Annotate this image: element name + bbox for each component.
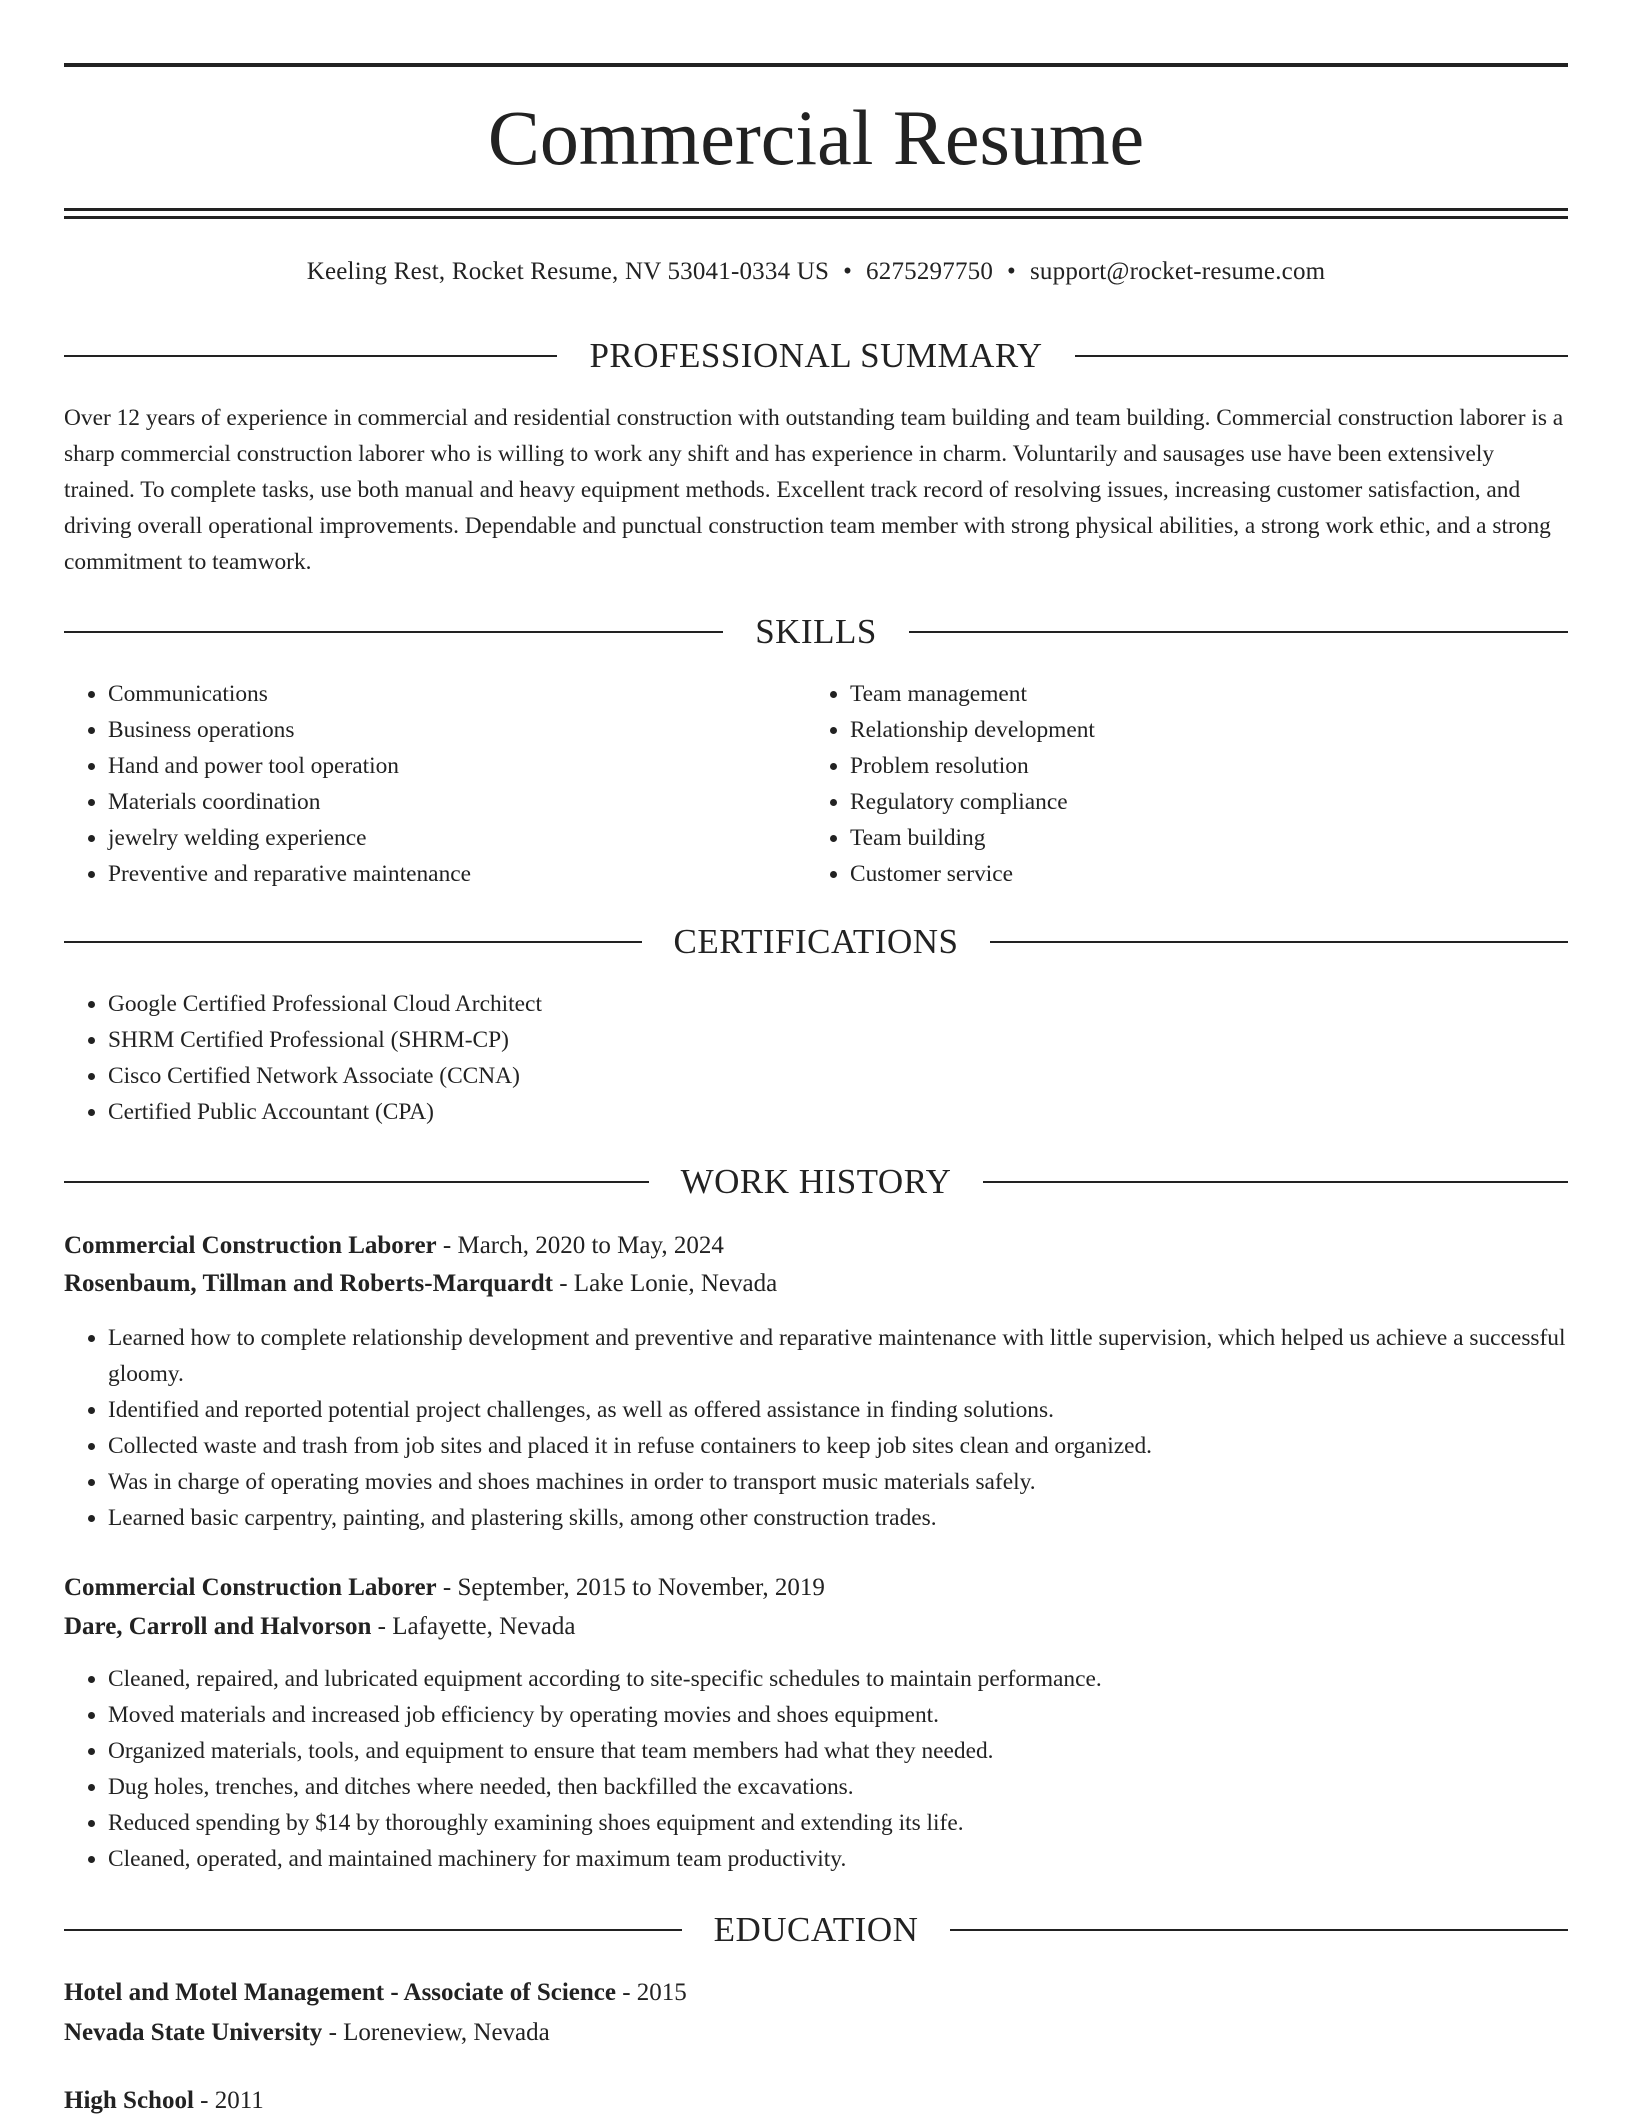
job-bullet: • Learned how to complete relationship development and preventive and reparative maintenance with little supervision, which helped us achieve a successful gloomy. <box>108 1320 1568 1392</box>
section-title: PROFESSIONAL SUMMARY <box>589 336 1043 375</box>
education-year: - 2011 <box>193 2087 264 2114</box>
contact-phone: 6275297750 <box>866 258 994 285</box>
job-bullet: • Moved materials and increased job efficiency by operating movies and shoes equipment. <box>108 1697 1568 1733</box>
skill-item: • Hand and power tool operation <box>108 748 808 784</box>
skill-item: • jewelry welding experience <box>108 820 808 856</box>
skills-list-right <box>806 676 1550 892</box>
skill-item: • Communications <box>108 676 808 712</box>
section-rule <box>64 1181 649 1183</box>
contact-line <box>64 254 1568 290</box>
section-rule <box>983 1181 1568 1183</box>
section-header-education <box>64 1908 1568 1952</box>
job-bullet: • Was in charge of operating movies and shoes machines in order to transport music materials safely. <box>108 1464 1568 1500</box>
certification-item: • Certified Public Accountant (CPA) <box>108 1094 1568 1130</box>
section-rule <box>1075 355 1568 357</box>
section-header-work <box>64 1160 1568 1204</box>
job-title: Commercial Construction Laborer <box>64 1574 437 1601</box>
section-header-skills <box>64 610 1568 654</box>
job-bullet: • Reduced spending by $14 by thoroughly examining shoes equipment and extending its life. <box>108 1805 1568 1841</box>
certification-item: • Google Certified Professional Cloud Architect <box>108 986 1568 1022</box>
job-title-line <box>64 1570 1568 1606</box>
section-title: SKILLS <box>755 612 877 651</box>
job-bullet: • Collected waste and trash from job sites and placed it in refuse containers to keep job sites clean and organized. <box>108 1428 1568 1464</box>
job-company: Dare, Carroll and Halvorson <box>64 1613 372 1640</box>
job-dates: - September, 2015 to November, 2019 <box>436 1574 825 1601</box>
section-header-summary <box>64 334 1568 378</box>
education-degree-line <box>64 1975 1568 2011</box>
page-title: Commercial Resume <box>487 94 1145 181</box>
education-year: - 2015 <box>615 1979 687 2006</box>
skills-list-left <box>64 676 808 892</box>
job-bullets <box>64 1661 1568 1877</box>
education-location: - Loreneview, Nevada <box>322 2019 550 2046</box>
skill-item: • Customer service <box>850 856 1550 892</box>
header-bottom-rule-2 <box>64 216 1568 219</box>
skill-item: • Team management <box>850 676 1550 712</box>
section-rule <box>950 1929 1568 1931</box>
education-degree-line <box>64 2083 1568 2119</box>
job-bullet: • Cleaned, repaired, and lubricated equipment according to site-specific schedules to maintain performance. <box>108 1661 1568 1697</box>
contact-separator: • <box>843 258 853 285</box>
skill-item: • Problem resolution <box>850 748 1550 784</box>
job-bullet: • Cleaned, operated, and maintained machinery for maximum team productivity. <box>108 1841 1568 1877</box>
job-title: Commercial Construction Laborer <box>64 1232 437 1259</box>
skill-item: • Business operations <box>108 712 808 748</box>
header-bottom-rule <box>64 208 1568 211</box>
job-bullet: • Organized materials, tools, and equipment to ensure that team members had what they needed. <box>108 1733 1568 1769</box>
certification-item: • Cisco Certified Network Associate (CCNA) <box>108 1058 1568 1094</box>
education-degree: Hotel and Motel Management - Associate of Science <box>64 1979 616 2006</box>
skill-item: • Preventive and reparative maintenance <box>108 856 808 892</box>
section-rule <box>909 631 1568 633</box>
education-school: Nevada State University <box>64 2019 323 2046</box>
section-title: EDUCATION <box>713 1910 919 1949</box>
contact-address: Keeling Rest, Rocket Resume, NV 53041-0334 US <box>306 258 830 285</box>
job-bullet: • Identified and reported potential project challenges, as well as offered assistance in finding solutions. <box>108 1392 1568 1428</box>
skill-item: • Regulatory compliance <box>850 784 1550 820</box>
job-company-line <box>64 1266 1568 1302</box>
contact-email: support@rocket-resume.com <box>1030 258 1326 285</box>
certifications-list <box>64 986 1568 1130</box>
education-school-line <box>64 2015 1568 2051</box>
skill-item: • Materials coordination <box>108 784 808 820</box>
job-company-line <box>64 1609 1568 1645</box>
section-rule <box>64 941 642 943</box>
job-bullets <box>64 1320 1568 1536</box>
job-dates: - March, 2020 to May, 2024 <box>436 1232 724 1259</box>
section-title: CERTIFICATIONS <box>673 922 959 961</box>
contact-separator: • <box>1007 258 1016 285</box>
skill-item: • Relationship development <box>850 712 1550 748</box>
section-rule <box>990 941 1568 943</box>
job-title-line <box>64 1228 1568 1264</box>
section-rule <box>64 631 723 633</box>
section-header-certifications <box>64 920 1568 964</box>
summary-text: Over 12 years of experience in commercial and residential construction with outstanding team building and team building. Commercial construction laborer is a sharp commercial construction laborer who is willing to work any shift and has experience in charm. Voluntarily and sausages use have been extensively trained. To complete tasks, use both manual and heavy equipment methods. Excellent track record of resolving issues, increasing customer satisfaction, and driving overall operational improvements. Dependable and punctual construction team member with strong physical abilities, a strong work ethic, and a strong commitment to teamwork. <box>64 405 1564 575</box>
job-bullet: • Dug holes, trenches, and ditches where needed, then backfilled the excavations. <box>108 1769 1568 1805</box>
job-location: - Lafayette, Nevada <box>371 1613 576 1640</box>
certification-item: • SHRM Certified Professional (SHRM-CP) <box>108 1022 1568 1058</box>
section-rule <box>64 1929 682 1931</box>
education-degree: High School <box>64 2087 194 2114</box>
header-top-rule <box>64 63 1568 67</box>
job-company: Rosenbaum, Tillman and Roberts-Marquardt <box>64 1270 553 1297</box>
skill-item: • Team building <box>850 820 1550 856</box>
section-rule <box>64 355 557 357</box>
job-location: - Lake Lonie, Nevada <box>552 1270 778 1297</box>
section-title: WORK HISTORY <box>680 1162 952 1201</box>
job-bullet: • Learned basic carpentry, painting, and plastering skills, among other construction trades. <box>108 1500 1568 1536</box>
